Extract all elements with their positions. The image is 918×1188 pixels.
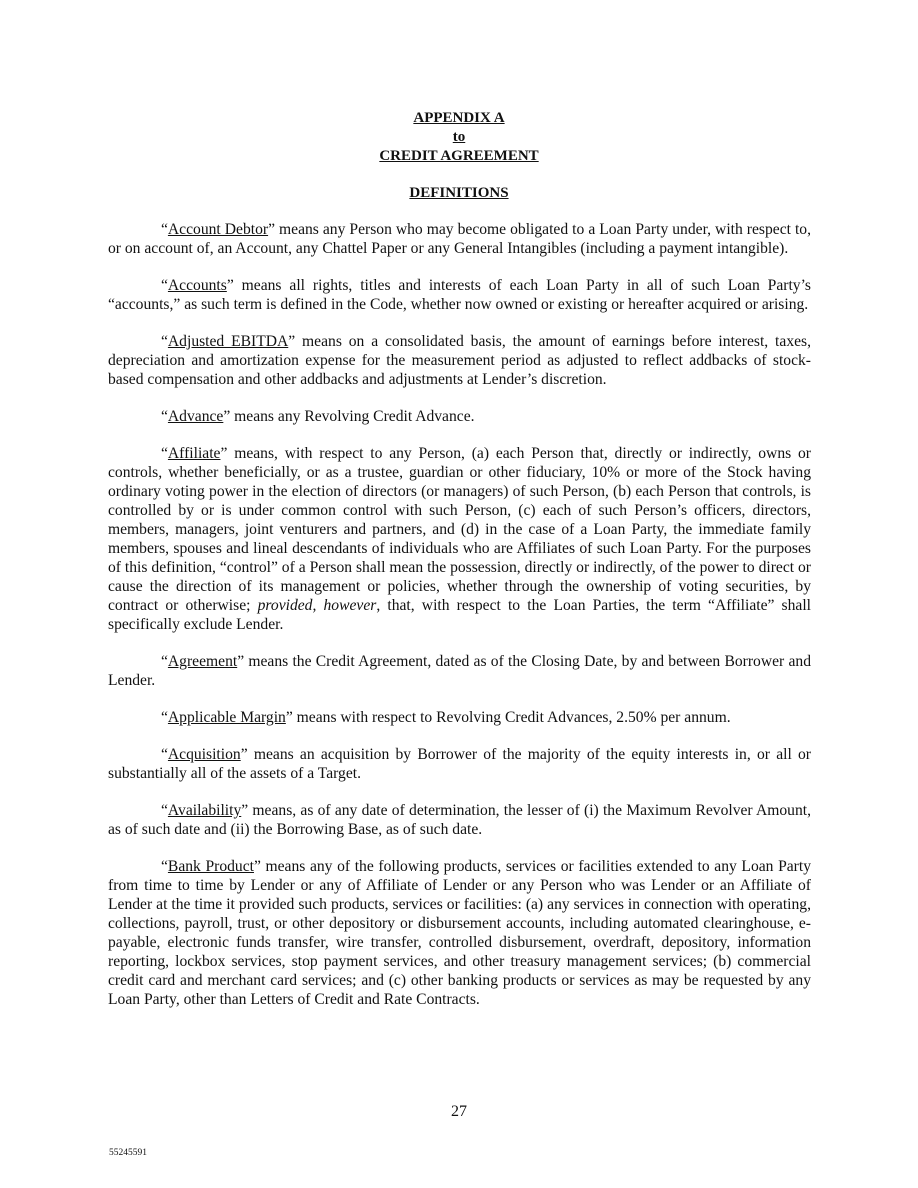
definition-text-end: , that, with respect to the Loan Parties, the term “Affiliate” shall specifically exclude Lender.	[108, 597, 812, 633]
agreement-title: CREDIT AGREEMENT	[379, 148, 539, 164]
defined-term: Account Debtor	[167, 221, 269, 238]
definition-text: means on a consolidated basis, the amount of earnings before interest, taxes, depreciation and amortization expense for the measurement period as adjusted to reflect addbacks of stock-based compensation and other addbacks and adjustments at Lender’s discretion.	[108, 333, 812, 388]
defined-term: Advance	[167, 408, 224, 425]
appendix-to: to	[452, 129, 466, 145]
definition-text: means, with respect to any Person, (a) each Person that, directly or indirectly, owns or controls, whether beneficially, or as a trustee, guardian or other fiduciary, 10% or more of the Stock having ordinary voting power in the election of directors (or managers) of such Person, (b) each Person that controls, is controlled by or is under common control with such Person, (c) each of such Person’s officers, directors, members, managers, joint venturers and partners, and (d) in the case of a Loan Party, the immediate family members, spouses and lineal descendants of individuals who are Affiliates of such Loan Party. For the purposes of this definition, “control” of a Person shall mean the possession, directly or indirectly, of the power to direct or cause the direction of its management or policies, whether through the ownership of voting securities, by contract or otherwise;	[108, 445, 811, 614]
section-title: DEFINITIONS	[409, 185, 509, 201]
defined-term: Adjusted EBITDA	[167, 333, 289, 350]
definition-paragraph: “Availability” means, as of any date of determination, the lesser of (i) the Maximum Revolver Amount, as of such date and (ii) the Borrowing Base, as of such date.	[108, 802, 811, 838]
definition-paragraph: “Account Debtor” means any Person who may become obligated to a Loan Party under, with respect to, or on account of, an Account, any Chattel Paper or any General Intangibles (including a payment intangible).	[108, 221, 812, 257]
appendix-title: APPENDIX A	[413, 110, 505, 126]
definition-text: means any Revolving Credit Advance.	[230, 408, 475, 425]
definition-text: means any Person who may become obligated to a Loan Party under, with respect to, or on account of, an Account, any Chattel Paper or any General Intangibles (including a payment intangible).	[108, 221, 812, 257]
definition-text: means with respect to Revolving Credit Advances, 2.50% per annum.	[292, 709, 731, 726]
definition-paragraph: “Advance” means any Revolving Credit Advance.	[161, 408, 475, 425]
document-id: 55245591	[109, 1148, 147, 1158]
definition-paragraph: “Applicable Margin” means with respect to Revolving Credit Advances, 2.50% per annum.	[161, 709, 731, 726]
definition-text: means all rights, titles and interests of each Loan Party in all of such Loan Party’s “accounts,” as such term is defined in the Code, whether now owned or existing or hereafter acquired or arising.	[108, 277, 811, 313]
definition-text: means an acquisition by Borrower of the majority of the equity interests in, or all or substantially all of the assets of a Target.	[108, 746, 811, 782]
definition-paragraph: “Accounts” means all rights, titles and interests of each Loan Party in all of such Loan Party’s “accounts,” as such term is defined in the Code, whether now owned or existing or hereafter acquired or arising.	[108, 277, 811, 313]
defined-term: Bank Product	[167, 858, 254, 875]
defined-term: Applicable Margin	[167, 709, 286, 726]
definition-paragraph: “Bank Product” means any of the following products, services or facilities extended to any Loan Party from time to time by Lender or any of Affiliate of Lender or any Person who was Lender or an Affiliate of Lender at the time it provided such products, services or facilities: (a) any services in connection with operating, collections, payroll, trust, or other depository or disbursement accounts, including automated clearinghouse, e-payable, electronic funds transfer, wire transfer, controlled disbursement, overdraft, depository, information reporting, lockbox services, stop payment services, and other treasury management services; (b) commercial credit card and merchant card services; and (c) other banking products or services as may be requested by any Loan Party, other than Letters of Credit and Rate Contracts.	[108, 858, 811, 1008]
defined-term: Agreement	[167, 653, 238, 670]
definition-text: means any of the following products, services or facilities extended to any Loan Party from time to time by Lender or any of Affiliate of Lender or any Person who was Lender or an Affiliate of Lender at the time it provided such products, services or facilities: (a) any services in connection with operating, collections, payroll, trust, or other depository or disbursement accounts, including automated clearinghouse, e-payable, electronic funds transfer, wire transfer, controlled disbursement, overdraft, depository, information reporting, lockbox services, stop payment services, and other treasury management services; (b) commercial credit card and merchant card services; and (c) other banking products or services as may be requested by any Loan Party, other than Letters of Credit and Rate Contracts.	[108, 858, 811, 1008]
definition-paragraph: “Agreement” means the Credit Agreement, dated as of the Closing Date, by and between Borrower and Lender.	[108, 653, 811, 689]
defined-term: Accounts	[167, 277, 227, 294]
definition-paragraph: “Acquisition” means an acquisition by Borrower of the majority of the equity interests in, or all or substantially all of the assets of a Target.	[108, 746, 811, 782]
page-number: 27	[451, 1103, 467, 1120]
definition-paragraph: “Adjusted EBITDA” means on a consolidated basis, the amount of earnings before interest, taxes, depreciation and amortization expense for the measurement period as adjusted to reflect addbacks of stock-based compensation and other addbacks and adjustments at Lender’s discretion.	[108, 333, 812, 388]
definition-text: means, as of any date of determination, the lesser of (i) the Maximum Revolver Amount, as of such date and (ii) the Borrowing Base, as of such date.	[108, 802, 811, 838]
definition-proviso: provided, however	[257, 597, 377, 614]
definition-text: means the Credit Agreement, dated as of the Closing Date, by and between Borrower and Lender.	[108, 653, 811, 689]
defined-term: Availability	[167, 802, 242, 819]
definitions-list	[108, 220, 811, 1027]
defined-term: Affiliate	[167, 445, 221, 462]
defined-term: Acquisition	[167, 746, 241, 763]
definition-paragraph: “Affiliate” means, with respect to any Person, (a) each Person that, directly or indirectly, owns or controls, whether beneficially, or as a trustee, guardian or other fiduciary, 10% or more of the Stock having ordinary voting power in the election of directors (or managers) of such Person, (b) each Person that controls, is controlled by or is under common control with such Person, (c) each of such Person’s officers, directors, members, managers, joint venturers and partners, and (d) in the case of a Loan Party, the immediate family members, spouses and lineal descendants of individuals who are Affiliates of such Loan Party. For the purposes of this definition, “control” of a Person shall mean the possession, directly or indirectly, of the power to direct or cause the direction of its management or policies, whether through the ownership of voting securities, by contract or otherwise; provided, however, that, with respect to the Loan Parties, the term “Affiliate” shall specifically exclude Lender.	[108, 445, 812, 633]
